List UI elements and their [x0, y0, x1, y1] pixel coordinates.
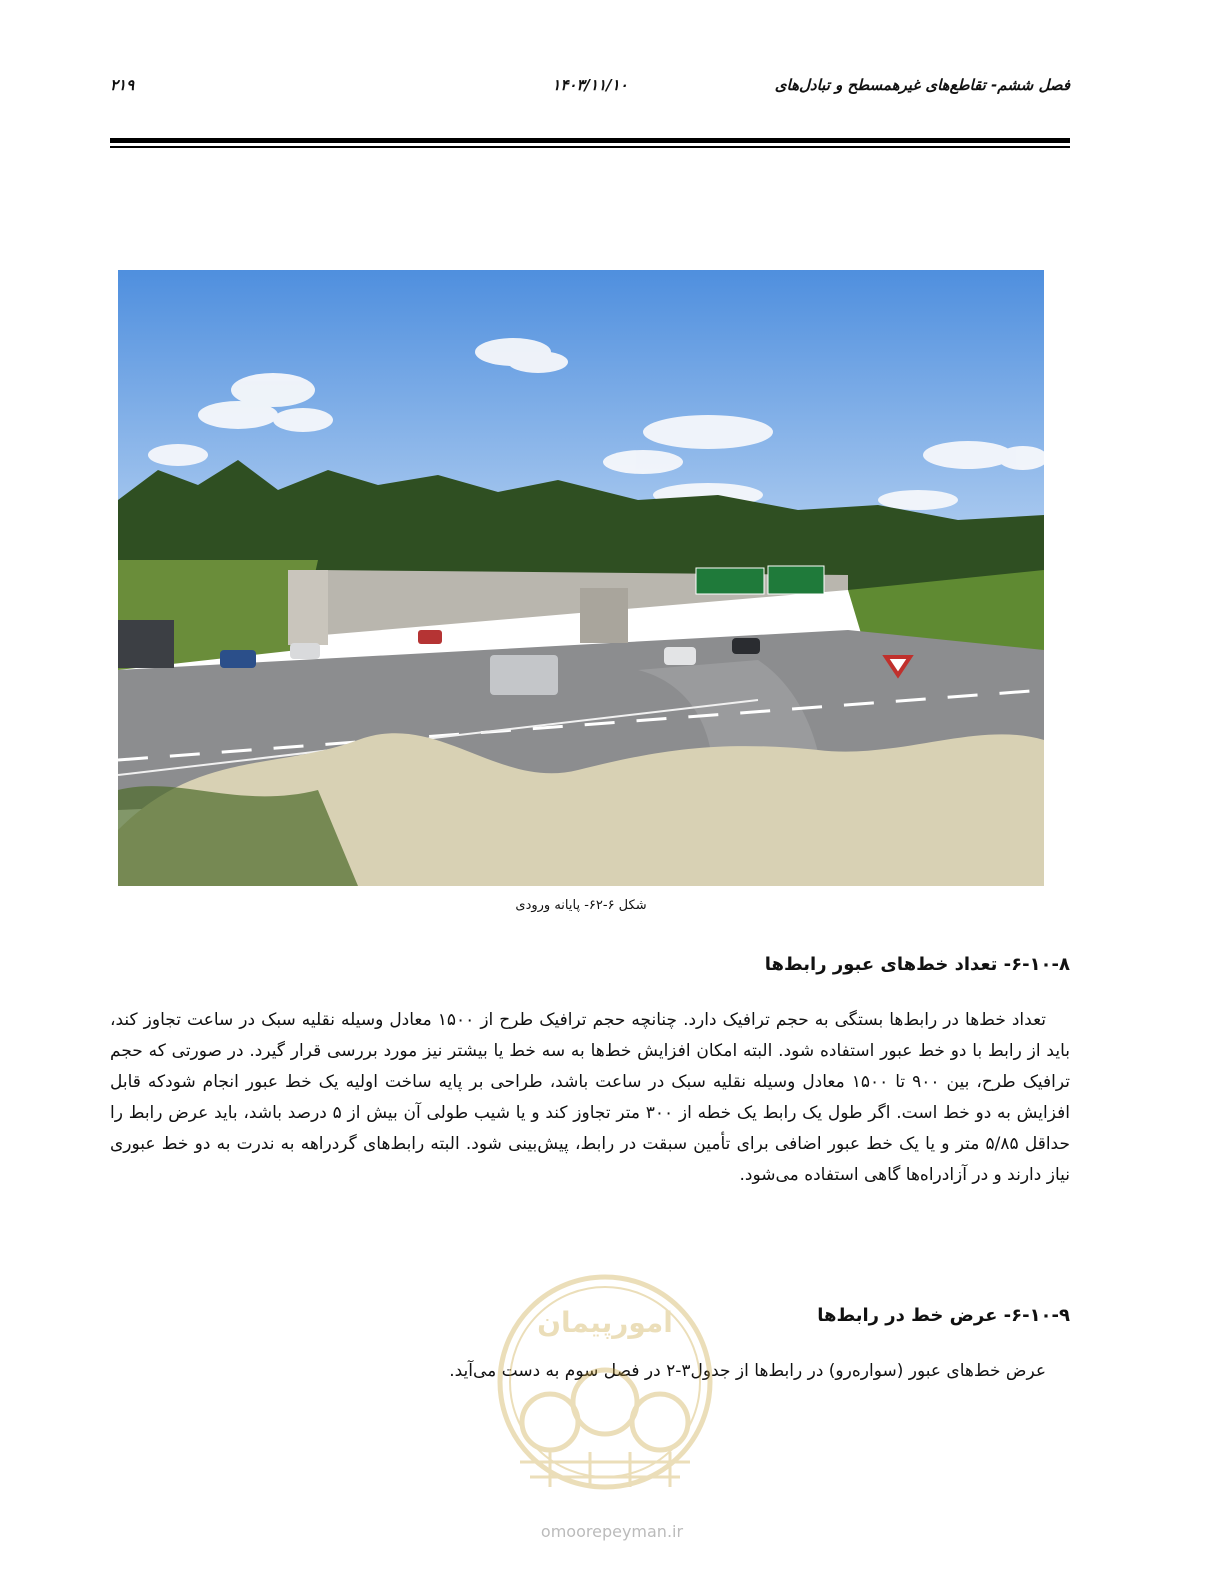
- watermark-text: امورپیمان: [537, 1306, 673, 1339]
- car-3: [664, 647, 696, 665]
- overhead-sign-left: [696, 568, 764, 594]
- car-5: [418, 630, 442, 644]
- header-date: ۱۴۰۳/۱۱/۱۰: [552, 76, 628, 94]
- watermark-logo: [490, 1272, 720, 1512]
- page-header: [110, 72, 1070, 102]
- section-title-ramp-lanes: ۶-۱۰-۸- تعداد خط‌های عبور رابط‌ها: [764, 954, 1070, 975]
- car-2: [290, 643, 320, 659]
- watermark-url: omoorepeyman.ir: [540, 1522, 684, 1541]
- foreground-grass: [118, 786, 358, 886]
- pickup-truck: [490, 655, 558, 695]
- page-number: ۲۱۹: [110, 76, 135, 94]
- figure-caption: شکل ۶-۶۲- پایانه ورودی: [515, 898, 647, 913]
- chapter-title: فصل ششم- تقاطع‌های غیرهمسطح و تبادل‌های: [774, 76, 1070, 94]
- header-rule-thick: [110, 138, 1070, 143]
- overhead-sign-right: [768, 566, 824, 594]
- section-body-ramp-lanes: تعداد خط‌ها در رابط‌ها بستگی به حجم ترافیک دارد. چنانچه حجم ترافیک طرح از ۱۵۰۰ معادل وسیله نقلیه سبک در ساعت تجاوز کند، باید از رابط با دو خط عبور استفاده شود. البته امکان افزایش خط‌ها به سه خط یا بیشتر نیز مورد بررسی قرار گیرد. در صورتی که حجم ترافیک طرح، بین ۹۰۰ تا ۱۵۰۰ معادل وسیله نقلیه سبک در ساعت باشد، طراحی بر پایه ساخت اولیه یک خط عبور انجام شودکه قابل افزایش به دو خط است. اگر طول یک رابط یک خطه از ۳۰۰ متر تجاوز کند و یا شیب طولی آن بیش از ۵ درصد باشد، باید عرض رابط را حداقل ۵/۸۵ متر و یا یک خط عبور اضافی برای تأمین سبقت در رابط، پیش‌بینی شود. البته رابط‌های گردراهه به ندرت به دو خط عبوری نیاز دارند و در آزادراه‌ها گاهی استفاده می‌شود.: [110, 1010, 1070, 1185]
- section-title-lane-width: ۶-۱۰-۹- عرض خط در رابط‌ها: [817, 1305, 1070, 1326]
- section-body-lane-width: عرض خط‌های عبور (سواره‌رو) در رابط‌ها از جدول۳-۲ در فصل سوم به دست می‌آید.: [449, 1361, 1046, 1381]
- header-rule-thin: [110, 146, 1070, 148]
- car-1: [220, 650, 256, 668]
- bridge-pier: [580, 588, 628, 643]
- highway-photo: [118, 270, 1044, 886]
- car-4: [732, 638, 760, 654]
- truck-left: [118, 620, 174, 668]
- bridge-abutment: [288, 570, 328, 645]
